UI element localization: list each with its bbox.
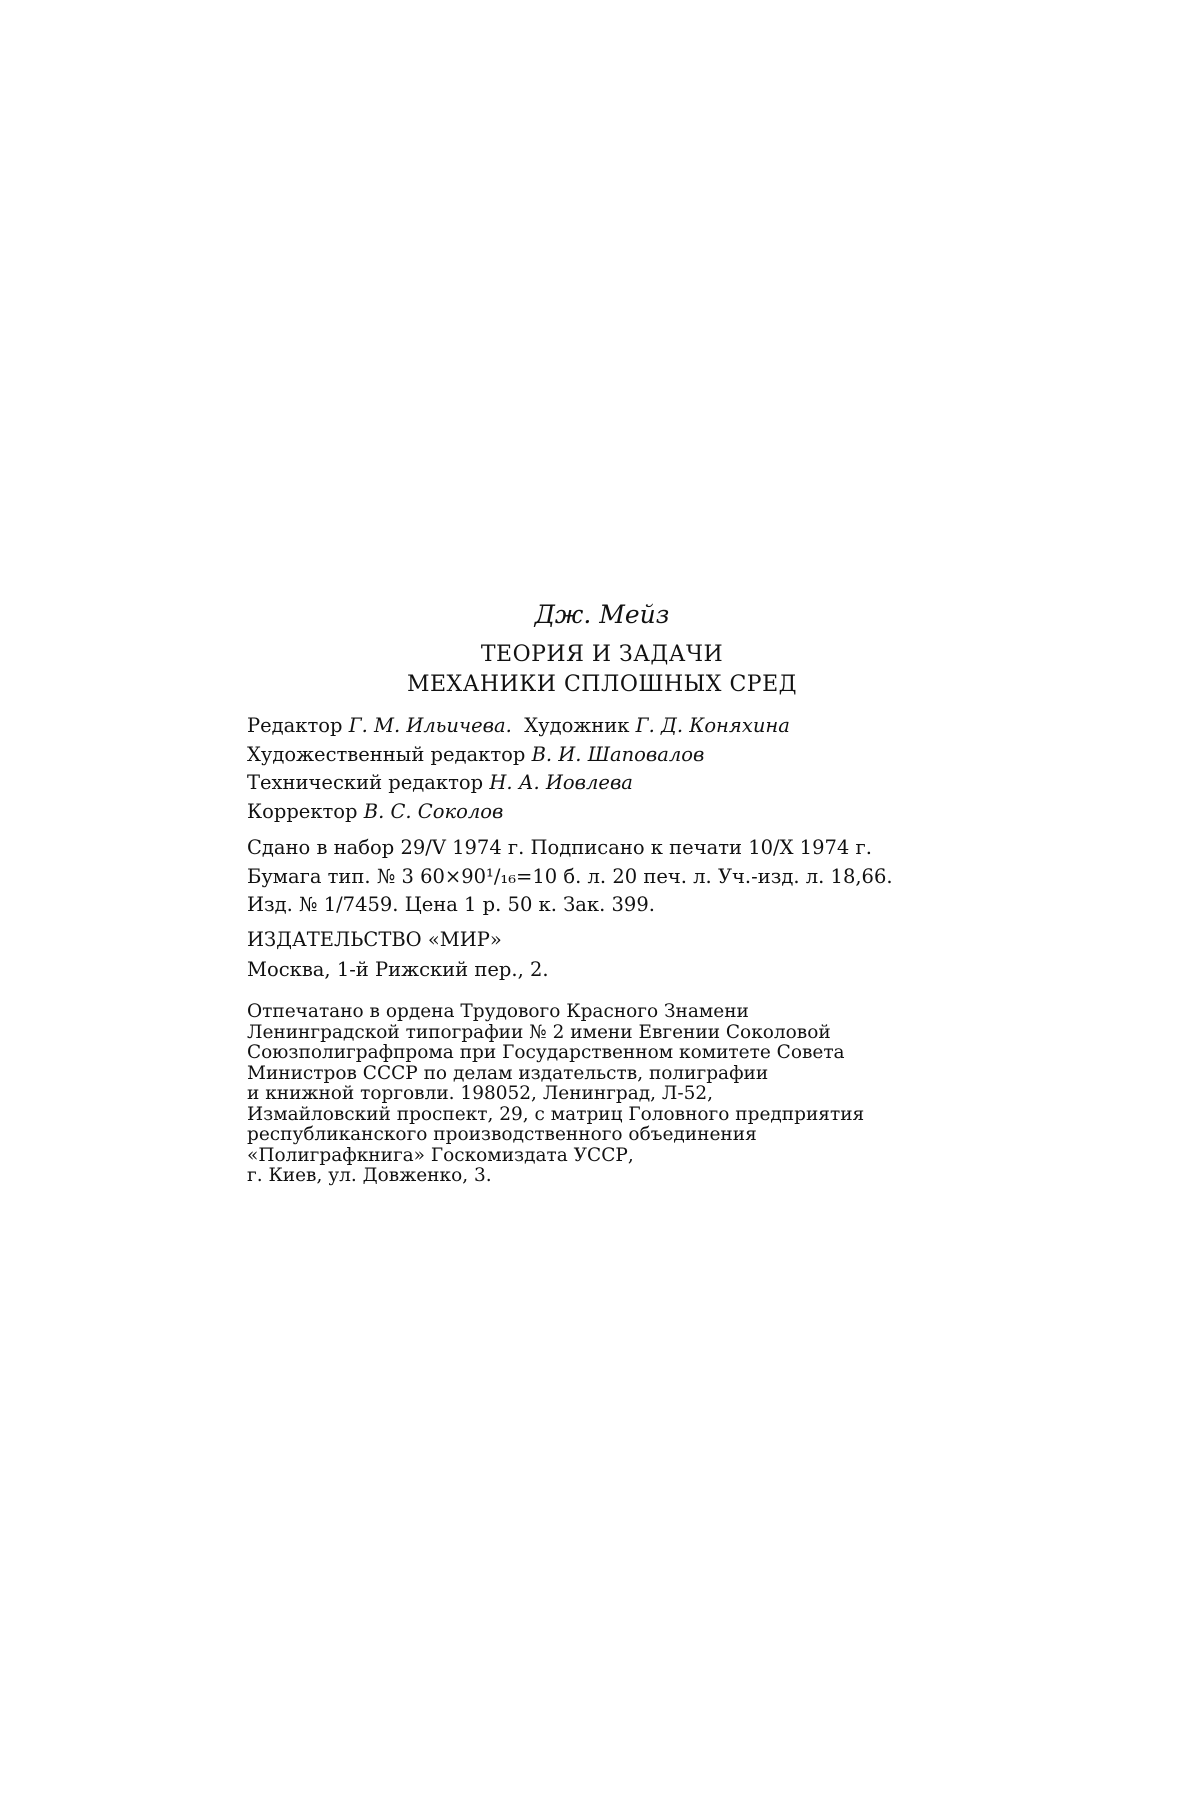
proofreader-label: Корректор [247,799,358,823]
imprint-line: «Полиграфкнига» Госкомиздата УССР, [247,1144,634,1166]
printing-imprint [247,1002,957,1187]
art-editor-label: Художественный редактор [247,742,526,766]
book-title [247,640,957,700]
imprint-line: Ленинградской типографии № 2 имени Евгении Соколовой [247,1021,831,1043]
imprint-line: Союзполиграфпрома при Государственном комитете Совета [247,1042,845,1063]
publisher-address: Москва, 1-й Рижский пер., 2. [247,958,549,981]
imprint-line: Измайловский проспект, 29, с матриц Головного предприятия [247,1103,865,1125]
artist-name: Г. Д. Коняхина [635,714,790,737]
art-editor-name: В. И. Шаповалов [531,742,705,766]
title-line-2: МЕХАНИКИ СПЛОШНЫХ СРЕД [406,672,798,697]
title-line-1: ТЕОРИЯ И ЗАДАЧИ [480,642,724,667]
artist-label: Художник [524,714,630,737]
publisher-name: ИЗДАТЕЛЬСТВО «МИР» [247,928,502,951]
imprint-line: г. Киев, ул. Довженко, 3. [247,1165,492,1186]
proofreader-name: В. С. Соколов [363,799,504,823]
credits-line-editor [247,712,957,741]
credits-line-proofreader [247,798,957,827]
tech-editor-label: Технический редактор [247,771,484,794]
imprint-line: республиканского производственного объединения [247,1124,757,1145]
credits-section [247,712,957,826]
book-author: Дж. Мейз [534,600,670,629]
credits-line-art-editor [247,741,957,770]
editor-label: Редактор [247,714,343,737]
credits-line-tech-editor [247,769,957,798]
print-line-3: Изд. № 1/7459. Цена 1 р. 50 к. Зак. 399. [247,893,655,916]
imprint-line: Отпечатано в ордена Трудового Красного Знамени [247,1001,749,1022]
print-details [247,834,957,920]
editor-name: Г. М. Ильичева. [348,714,512,737]
publisher-section [247,925,957,985]
print-line-1: Сдано в набор 29/V 1974 г. Подписано к печати 10/X 1974 г. [247,836,872,859]
imprint-line: Министров СССР по делам издательств, полиграфии [247,1062,769,1084]
imprint-line: и книжной торговли. 198052, Ленинград, Л-52, [247,1083,714,1104]
print-line-2: Бумага тип. № 3 60×90¹/₁₆=10 б. л. 20 печ. л. Уч.-изд. л. 18,66. [247,864,893,888]
tech-editor-name: Н. А. Иовлева [489,771,633,794]
